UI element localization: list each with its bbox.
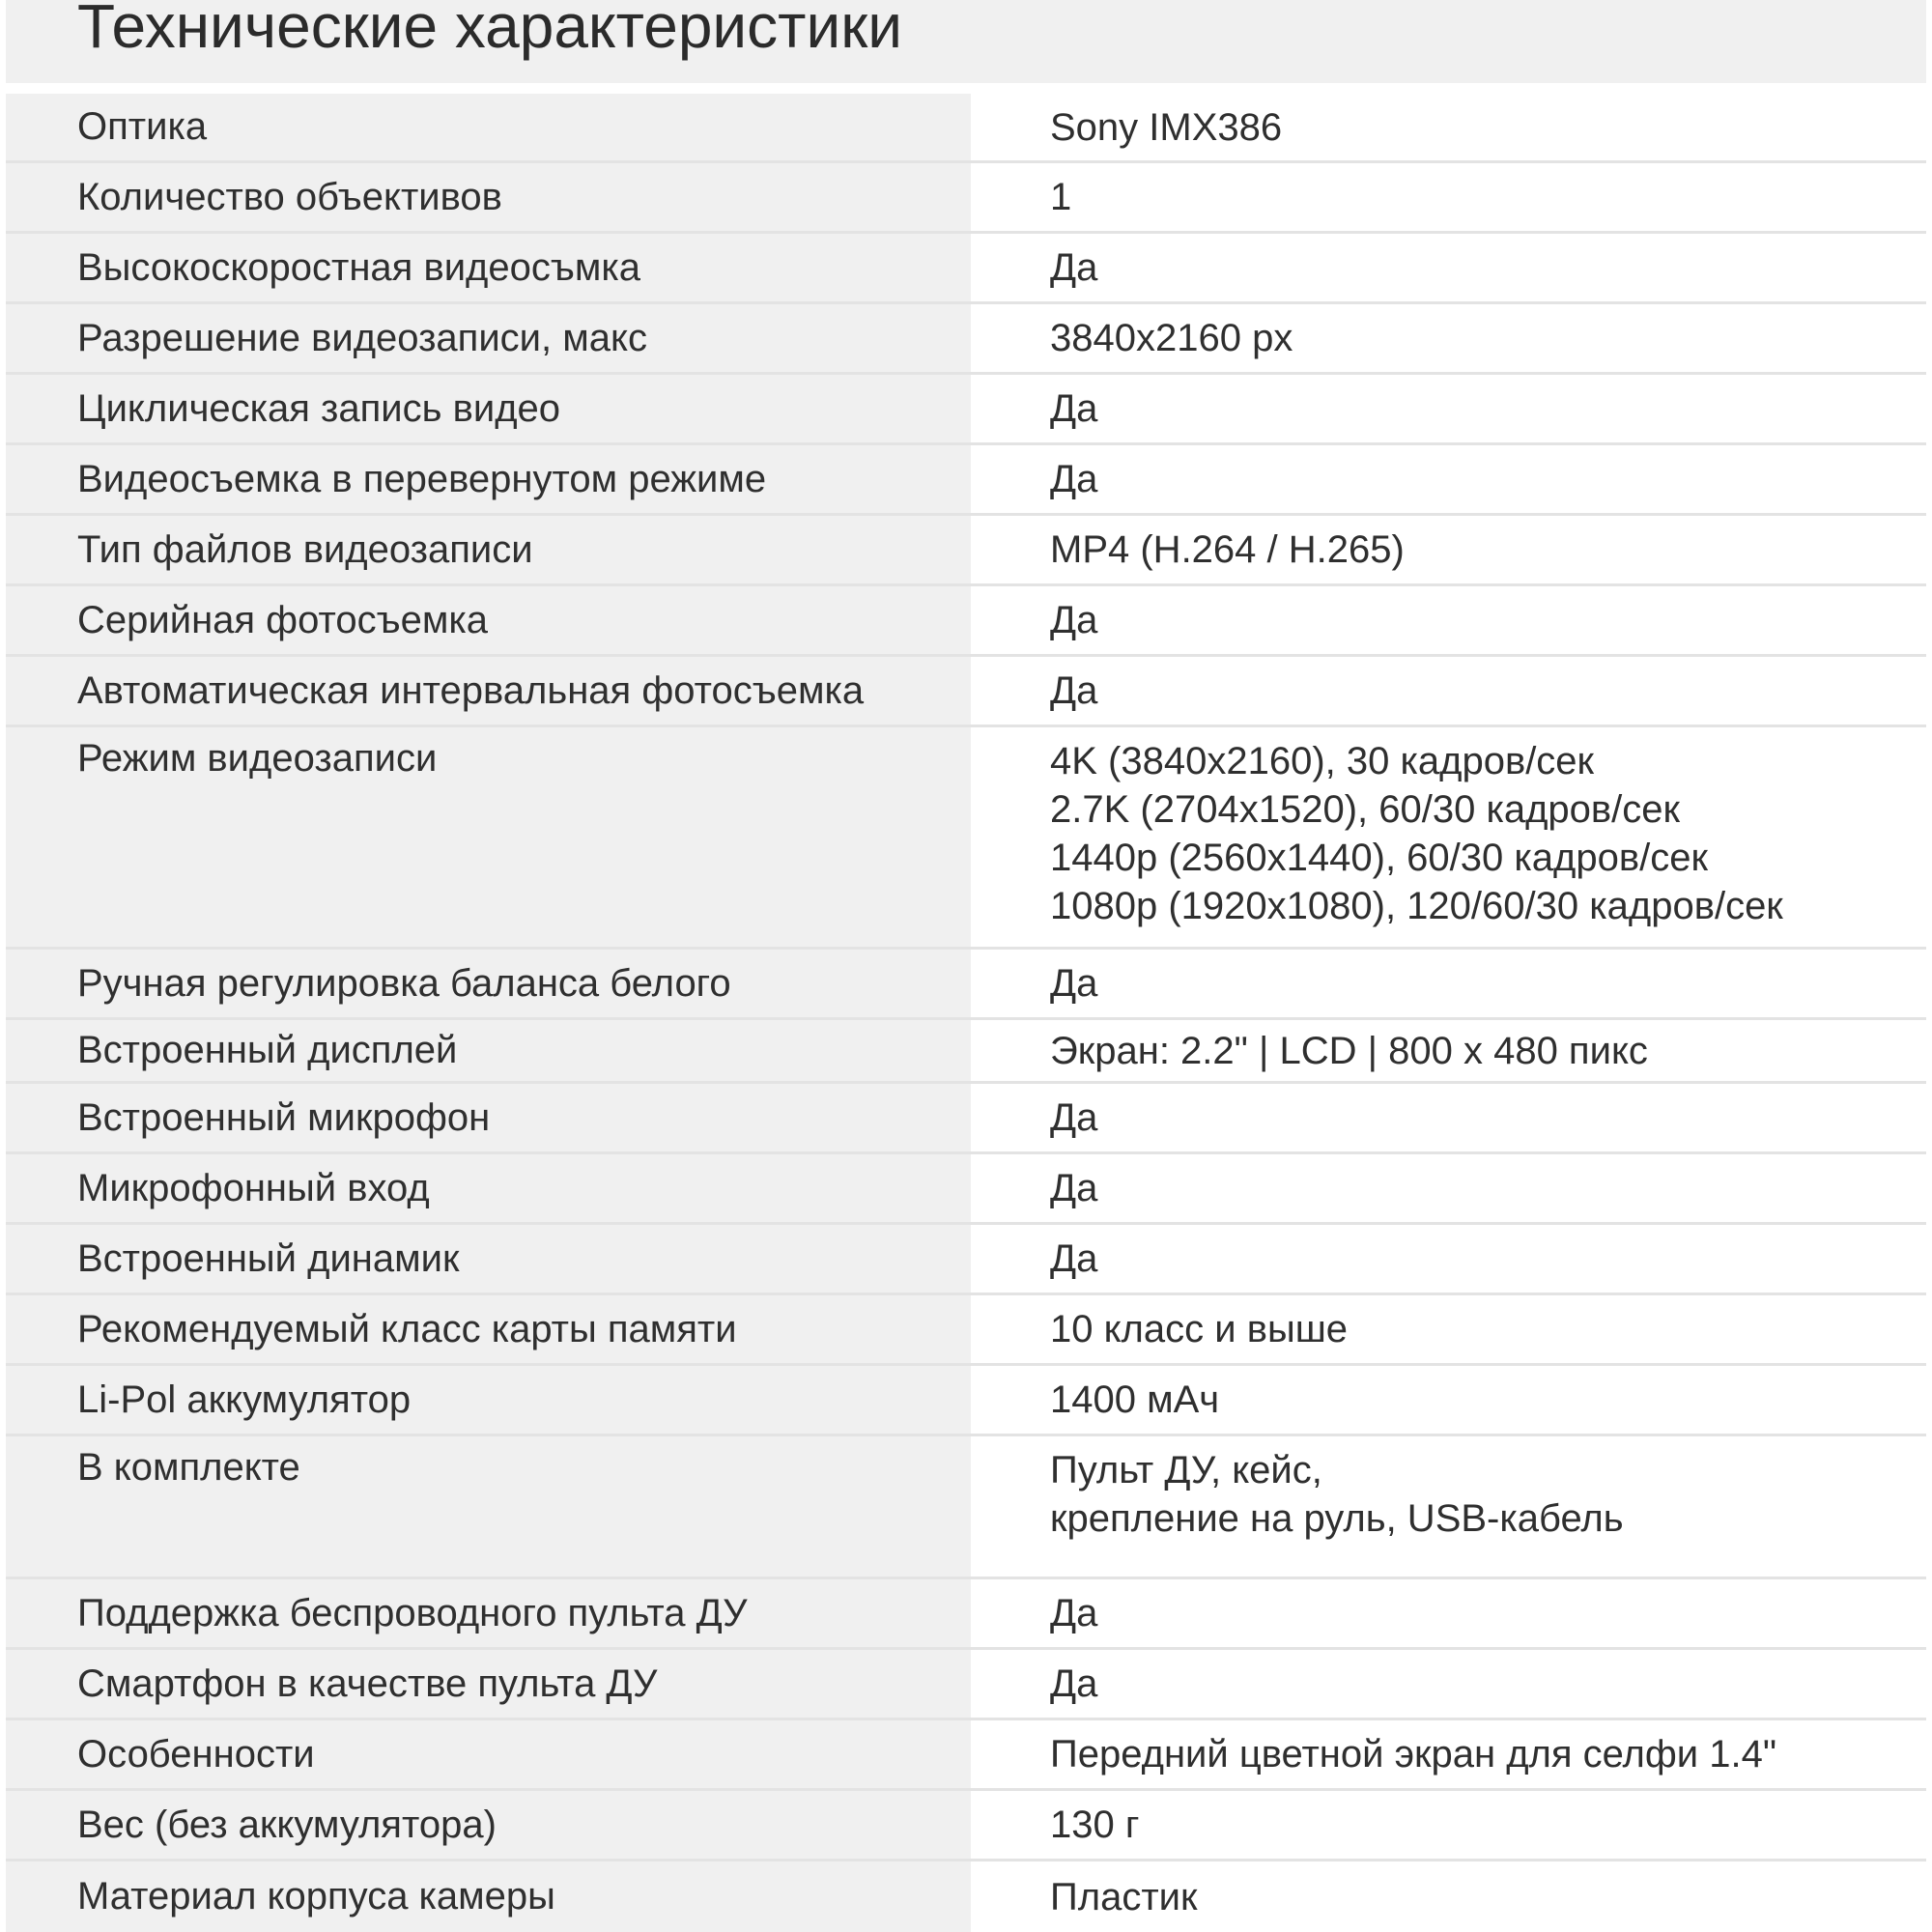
spec-label: Рекомендуемый класс карты памяти <box>6 1295 971 1363</box>
spec-label: Материал корпуса камеры <box>6 1861 971 1932</box>
spec-label: Видеосъемка в перевернутом режиме <box>6 445 971 513</box>
spec-row <box>6 1225 1926 1295</box>
spec-value <box>971 304 1926 372</box>
spec-label: Тип файлов видеозаписи <box>6 516 971 583</box>
spec-value <box>971 950 1926 1017</box>
spec-row <box>6 950 1926 1020</box>
spec-value <box>971 94 1926 160</box>
spec-value-line: Да <box>1050 1662 1098 1705</box>
spec-value <box>971 1791 1926 1859</box>
spec-label: Ручная регулировка баланса белого <box>6 950 971 1017</box>
spec-value-line: 1440p (2560x1440), 60/30 кадров/сек <box>1050 837 1708 879</box>
spec-value <box>971 657 1926 724</box>
spec-label: Высокоскоростная видеосъмка <box>6 234 971 301</box>
spec-value-line: 1080p (1920x1080), 120/60/30 кадров/сек <box>1050 885 1783 927</box>
spec-value-lines <box>1050 173 1071 221</box>
spec-label: Автоматическая интервальная фотосъемка <box>6 657 971 724</box>
spec-value-line: 4K (3840x2160), 30 кадров/сек <box>1050 740 1595 782</box>
spec-value-line: 2.7K (2704x1520), 60/30 кадров/сек <box>1050 788 1681 831</box>
spec-label: В комплекте <box>6 1436 971 1577</box>
spec-value <box>971 1084 1926 1151</box>
spec-value-lines <box>1050 1730 1776 1778</box>
spec-value-lines <box>1050 103 1282 152</box>
spec-value-lines <box>1050 737 1783 930</box>
spec-value-line: 1400 мАч <box>1050 1378 1220 1421</box>
spec-value-lines <box>1050 1305 1348 1353</box>
spec-row <box>6 445 1926 516</box>
spec-value-line: Да <box>1050 458 1098 500</box>
spec-value-lines <box>1050 959 1097 1008</box>
spec-row <box>6 1650 1926 1720</box>
spec-value-line: Да <box>1050 962 1098 1005</box>
spec-row <box>6 1020 1926 1084</box>
spec-value <box>971 1720 1926 1788</box>
spec-row <box>6 1436 1926 1579</box>
spec-value <box>971 1225 1926 1293</box>
spec-label: Циклическая запись видео <box>6 375 971 442</box>
spec-value-line: крепление на руль, USB-кабель <box>1050 1497 1624 1540</box>
spec-value-lines <box>1050 1801 1139 1849</box>
spec-row <box>6 1154 1926 1225</box>
spec-value <box>971 727 1926 947</box>
spec-row <box>6 657 1926 727</box>
spec-value <box>971 1154 1926 1222</box>
spec-label: Микрофонный вход <box>6 1154 971 1222</box>
spec-label: Поддержка беспроводного пульта ДУ <box>6 1579 971 1647</box>
spec-value-line: Передний цветной экран для селфи 1.4" <box>1050 1733 1777 1776</box>
spec-row <box>6 304 1926 375</box>
spec-row <box>6 1366 1926 1436</box>
spec-label: Встроенный дисплей <box>6 1020 971 1081</box>
spec-label: Серийная фотосъемка <box>6 586 971 654</box>
spec-row <box>6 1791 1926 1861</box>
spec-value <box>971 1579 1926 1647</box>
spec-label: Оптика <box>6 94 971 160</box>
spec-value <box>971 1861 1926 1932</box>
spec-value <box>971 1295 1926 1363</box>
spec-value-line: 3840x2160 px <box>1050 317 1293 359</box>
spec-label: Количество объективов <box>6 163 971 231</box>
spec-row <box>6 516 1926 586</box>
spec-value-line: Да <box>1050 669 1098 712</box>
spec-value <box>971 375 1926 442</box>
spec-row <box>6 1720 1926 1791</box>
spec-value-lines <box>1050 314 1293 362</box>
spec-value-line: 1 <box>1050 176 1072 218</box>
spec-value <box>971 1020 1926 1081</box>
spec-value-lines <box>1050 243 1097 292</box>
spec-table <box>6 94 1926 1932</box>
spec-value-line: Да <box>1050 1237 1098 1280</box>
spec-value-lines <box>1050 1027 1648 1075</box>
spec-label: Вес (без аккумулятора) <box>6 1791 971 1859</box>
spec-value <box>971 1366 1926 1434</box>
spec-value-lines <box>1050 1446 1624 1543</box>
spec-value-lines <box>1050 1094 1097 1142</box>
spec-row <box>6 163 1926 234</box>
spec-row <box>6 586 1926 657</box>
spec-value-lines <box>1050 384 1097 433</box>
spec-value-line: Да <box>1050 599 1098 641</box>
spec-value-line: Да <box>1050 246 1098 289</box>
spec-value-lines <box>1050 1235 1097 1283</box>
spec-value-line: Да <box>1050 1167 1098 1209</box>
spec-label: Встроенный динамик <box>6 1225 971 1293</box>
spec-value <box>971 516 1926 583</box>
spec-value-line: Да <box>1050 1096 1098 1139</box>
spec-value-lines <box>1050 1660 1097 1708</box>
spec-value <box>971 163 1926 231</box>
spec-value-lines <box>1050 1164 1097 1212</box>
spec-value <box>971 586 1926 654</box>
spec-row <box>6 234 1926 304</box>
page-header <box>6 0 1926 83</box>
spec-value-lines <box>1050 1589 1097 1637</box>
spec-value-lines <box>1050 455 1097 503</box>
spec-value <box>971 1436 1926 1577</box>
page-title: Технические характеристики <box>77 0 902 61</box>
spec-value-lines <box>1050 1873 1198 1921</box>
spec-value-line: Пластик <box>1050 1875 1198 1918</box>
spec-value-line: MP4 (H.264 / H.265) <box>1050 528 1405 571</box>
spec-value-line: Экран: 2.2" | LCD | 800 x 480 пикс <box>1050 1029 1648 1072</box>
spec-row <box>6 94 1926 163</box>
spec-label: Разрешение видеозаписи, макс <box>6 304 971 372</box>
spec-value <box>971 234 1926 301</box>
spec-value-lines <box>1050 667 1097 715</box>
spec-label: Встроенный микрофон <box>6 1084 971 1151</box>
spec-value-line: Sony IMX386 <box>1050 105 1283 149</box>
spec-label: Режим видеозаписи <box>6 727 971 947</box>
spec-label: Li-Pol аккумулятор <box>6 1366 971 1434</box>
spec-row <box>6 727 1926 950</box>
spec-value <box>971 1650 1926 1718</box>
spec-value-line: Да <box>1050 1592 1098 1634</box>
spec-value-lines <box>1050 526 1405 574</box>
spec-value-line: Да <box>1050 387 1098 430</box>
spec-row <box>6 1295 1926 1366</box>
spec-label: Смартфон в качестве пульта ДУ <box>6 1650 971 1718</box>
spec-row <box>6 1084 1926 1154</box>
spec-value-lines <box>1050 596 1097 644</box>
spec-value-lines <box>1050 1376 1219 1424</box>
spec-row <box>6 375 1926 445</box>
spec-value-line: 10 класс и выше <box>1050 1308 1349 1350</box>
spec-value <box>971 445 1926 513</box>
spec-row <box>6 1579 1926 1650</box>
spec-value-line: Пульт ДУ, кейс, <box>1050 1449 1322 1492</box>
spec-value-line: 130 г <box>1050 1804 1140 1846</box>
spec-label: Особенности <box>6 1720 971 1788</box>
spec-row <box>6 1861 1926 1932</box>
